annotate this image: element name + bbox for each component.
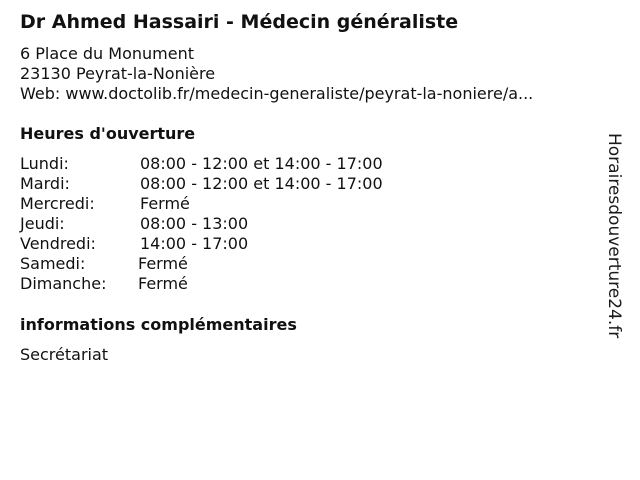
day-label: Samedi: <box>20 254 86 273</box>
info-text: Secrétariat <box>20 345 109 364</box>
time-value: 14:00 - 17:00 <box>140 234 249 253</box>
day-label: Mercredi: <box>20 194 95 213</box>
day-label: Dimanche: <box>20 274 107 293</box>
time-value: 08:00 - 13:00 <box>140 214 249 233</box>
day-label: Mardi: <box>20 174 70 193</box>
day-label: Lundi: <box>20 154 69 173</box>
address-street: 6 Place du Monument <box>20 44 194 63</box>
site-watermark: Horairesdouverture24.fr <box>604 133 624 339</box>
day-label: Jeudi: <box>20 214 65 233</box>
info-heading: informations complémentaires <box>20 315 297 334</box>
time-value: 08:00 - 12:00 et 14:00 - 17:00 <box>140 154 383 173</box>
day-label: Vendredi: <box>20 234 96 253</box>
page-title: Dr Ahmed Hassairi - Médecin généraliste <box>20 11 459 33</box>
address-block <box>20 44 533 104</box>
time-value: Fermé <box>138 254 188 273</box>
hours-heading: Heures d'ouverture <box>20 124 196 143</box>
time-value: 08:00 - 12:00 et 14:00 - 17:00 <box>140 174 383 193</box>
time-value: Fermé <box>138 274 188 293</box>
address-city: 23130 Peyrat-la-Nonière <box>20 64 216 83</box>
time-value: Fermé <box>140 194 190 213</box>
website-link[interactable]: Web: www.doctolib.fr/medecin-generaliste/peyrat-la-noniere/a... <box>20 84 534 103</box>
